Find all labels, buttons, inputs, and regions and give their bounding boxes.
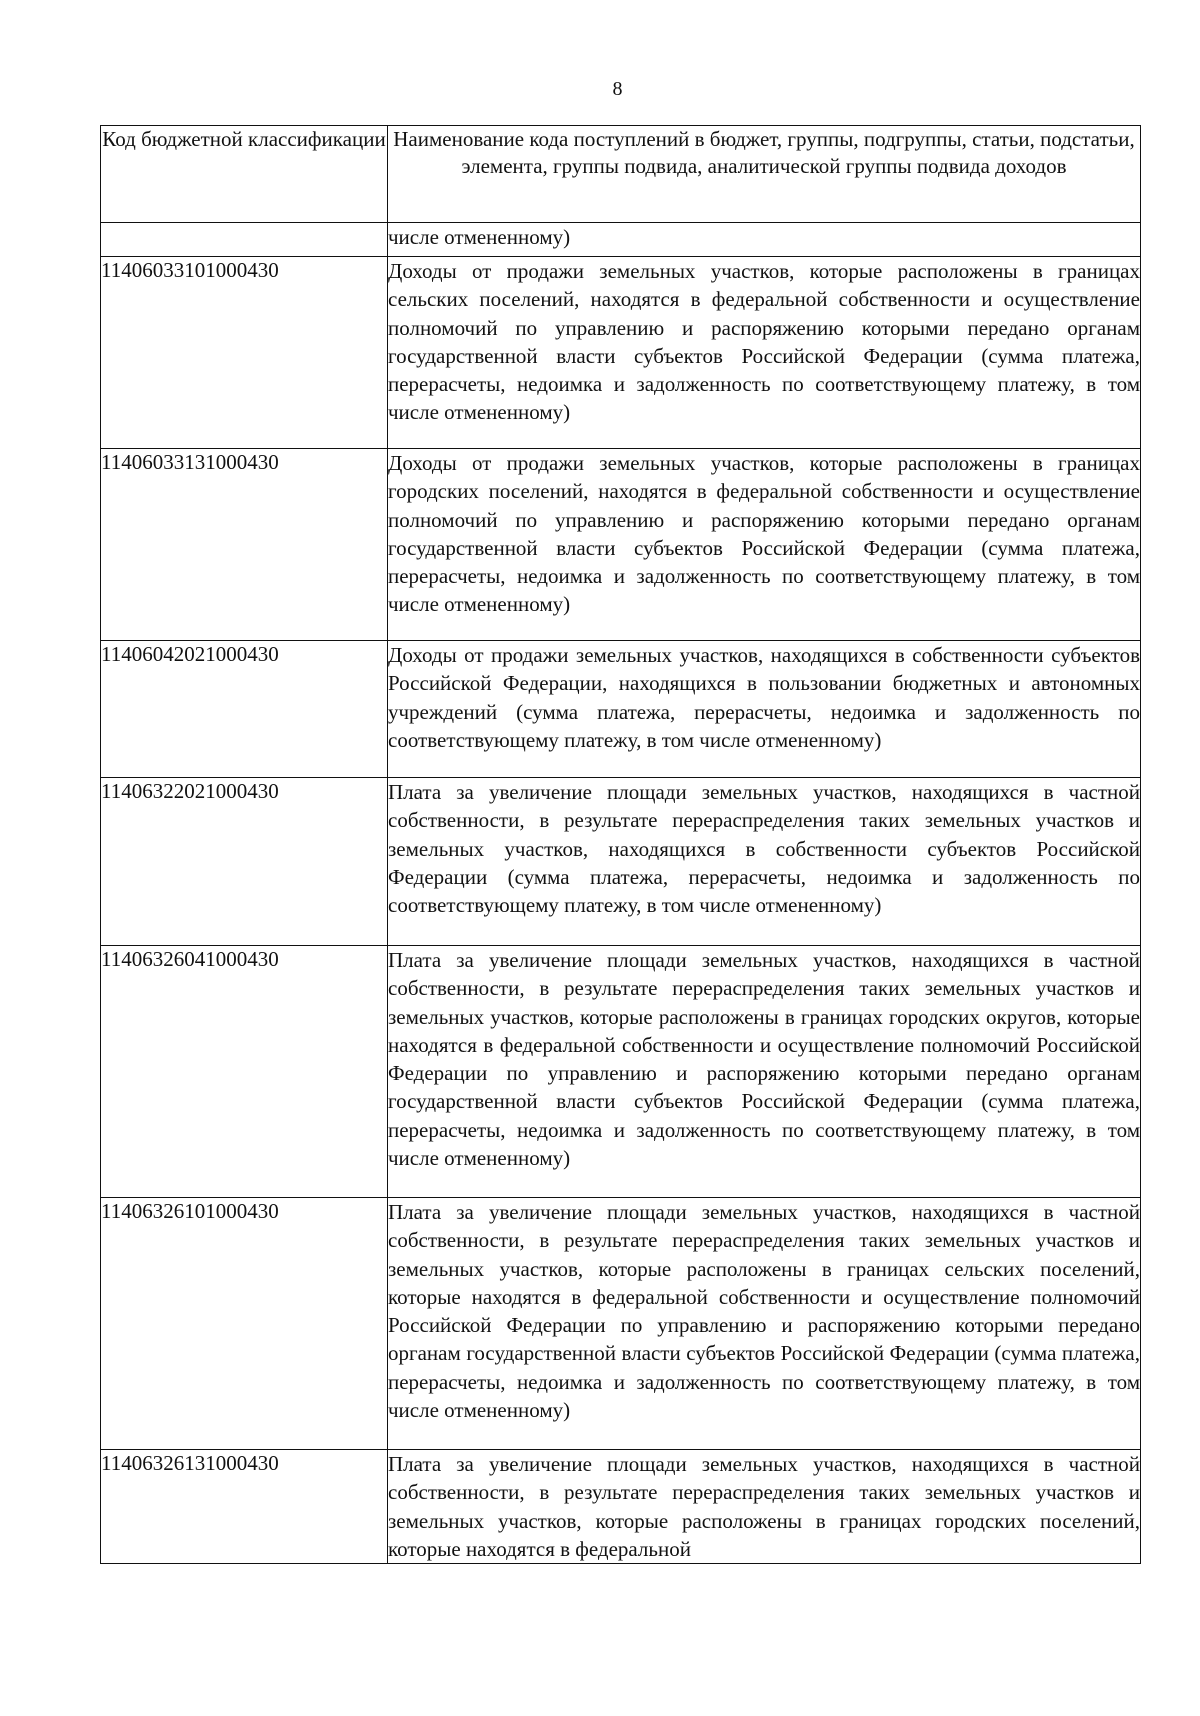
row-name: Доходы от продажи земельных участков, находящихся в собственности субъектов Российской Федерации, находящихся в пользовании бюджетных и автономных учреждений (сумма платежа, перерасчеты, недоимка и задолженность по соответствующему платежу, в том числе отмененному) [388,641,1141,778]
table-header-row [101,126,1141,223]
table-row [101,641,1141,778]
row-name: Доходы от продажи земельных участков, которые расположены в границах городских поселений, находятся в федеральной собственности и осуществление полномочий по управлению и распоряжению которыми передано органам государственной власти субъектов Российской Федерации (сумма платежа, перерасчеты, недоимка и задолженность по соответствующему платежу, в том числе отмененному) [388,449,1141,641]
row-name: Доходы от продажи земельных участков, которые расположены в границах сельских поселений, находятся в федеральной собственности и осуществление полномочий по управлению и распоряжению которыми передано органам государственной власти субъектов Российской Федерации (сумма платежа, перерасчеты, недоимка и задолженность по соответствующему платежу, в том числе отмененному) [388,257,1141,449]
row-code: 11406326041000430 [101,946,388,1198]
table-row [101,1450,1141,1564]
row-code: 11406326131000430 [101,1450,388,1564]
row-code: 11406042021000430 [101,641,388,778]
row-code: 11406326101000430 [101,1198,388,1450]
column-header-name: Наименование кода поступлений в бюджет, группы, подгруппы, статьи, подстатьи, элемента, группы подвида, аналитической группы подвида доходов [388,126,1141,223]
budget-classification-table [100,125,1141,1564]
row-name: Плата за увеличение площади земельных участков, находящихся в частной собственности, в результате перераспределения таких земельных участков и земельных участков, которые расположены в границах городских округов, которые находятся в федеральной собственности и осуществление полномочий Российской Федерации по управлению и распоряжению которыми передано органам государственной власти субъектов Российской Федерации (сумма платежа, перерасчеты, недоимка и задолженность по соответствующему платежу, в том числе отмененному) [388,946,1141,1198]
row-name: Плата за увеличение площади земельных участков, находящихся в частной собственности, в результате перераспределения таких земельных участков и земельных участков, находящихся в собственности субъектов Российской Федерации (сумма платежа, перерасчеты, недоимка и задолженность по соответствующему платежу, в том числе отмененному) [388,778,1141,946]
row-name: числе отмененному) [388,223,1141,257]
column-header-code: Код бюджетной классификации [101,126,388,223]
table-row [101,257,1141,449]
row-code: 11406033101000430 [101,257,388,449]
row-code [101,223,388,257]
table-row [101,778,1141,946]
table-row [101,449,1141,641]
page-number: 8 [612,78,623,100]
table-row [101,223,1141,257]
table-row [101,946,1141,1198]
table-row [101,1198,1141,1450]
row-code: 11406033131000430 [101,449,388,641]
row-code: 11406322021000430 [101,778,388,946]
row-name: Плата за увеличение площади земельных участков, находящихся в частной собственности, в результате перераспределения таких земельных участков и земельных участков, которые расположены в границах сельских поселений, которые находятся в федеральной собственности и осуществление полномочий Российской Федерации по управлению и распоряжению которыми передано органам государственной власти субъектов Российской Федерации (сумма платежа, перерасчеты, недоимка и задолженность по соответствующему платежу, в том числе отмененному) [388,1198,1141,1450]
row-name: Плата за увеличение площади земельных участков, находящихся в частной собственности, в результате перераспределения таких земельных участков и земельных участков, которые расположены в границах городских поселений, которые находятся в федеральной [388,1450,1141,1564]
